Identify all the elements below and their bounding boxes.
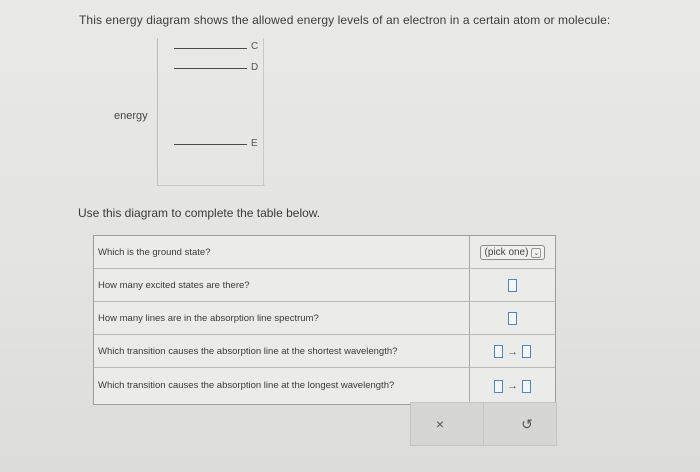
shortest-transition-inputs: [494, 345, 531, 358]
table-row: [94, 236, 555, 269]
answer-cell: [470, 335, 555, 368]
action-divider: [483, 403, 484, 445]
energy-level-c-line: [174, 48, 247, 49]
question-absorption-lines: How many lines are in the absorption line spectrum?: [98, 313, 319, 324]
answer-cell: [470, 269, 555, 302]
longest-transition-inputs: [494, 380, 531, 393]
longest-to-input[interactable]: [522, 380, 531, 393]
answer-table: [93, 235, 556, 405]
question-ground-state: Which is the ground state?: [98, 247, 211, 258]
intro-text: This energy diagram shows the allowed energy levels of an electron in a certain atom or molecule:: [79, 13, 611, 27]
energy-level-d-label: D: [251, 62, 259, 73]
diagram-left-border: [157, 38, 158, 186]
table-row: [94, 269, 555, 302]
shortest-from-input[interactable]: [494, 345, 503, 358]
energy-level-e-line: [174, 144, 247, 145]
question-longest-wavelength: Which transition causes the absorption line at the longest wavelength?: [98, 380, 395, 391]
chevron-down-icon: ⌄: [531, 248, 541, 258]
energy-axis-label: energy: [114, 110, 148, 122]
question-excited-states: How many excited states are there?: [98, 280, 250, 291]
ground-state-select[interactable]: [480, 245, 546, 260]
absorption-lines-input[interactable]: [508, 312, 517, 325]
diagram-bottom-border: [157, 185, 265, 186]
table-row: [94, 368, 555, 404]
answer-cell: [470, 368, 555, 404]
instructions-text: Use this diagram to complete the table below.: [78, 206, 321, 220]
energy-level-e-label: E: [251, 138, 258, 149]
excited-states-input[interactable]: [508, 279, 517, 292]
answer-cell: [470, 302, 555, 335]
action-bar: [410, 402, 557, 446]
right-arrow-icon: →: [507, 345, 518, 358]
table-row: [94, 335, 555, 368]
select-value: (pick one): [484, 247, 529, 258]
table-row: [94, 302, 555, 335]
energy-level-c-label: C: [251, 41, 259, 52]
question-shortest-wavelength: Which transition causes the absorption line at the shortest wavelength?: [98, 346, 398, 357]
energy-diagram: [157, 38, 265, 186]
diagram-right-border: [263, 38, 264, 186]
answer-cell: [470, 236, 555, 269]
right-arrow-icon: →: [507, 380, 518, 392]
undo-icon[interactable]: ↺: [521, 415, 533, 432]
x-icon[interactable]: ×: [435, 416, 445, 432]
energy-level-d-line: [174, 68, 247, 69]
longest-from-input[interactable]: [494, 380, 503, 393]
shortest-to-input[interactable]: [522, 345, 531, 358]
